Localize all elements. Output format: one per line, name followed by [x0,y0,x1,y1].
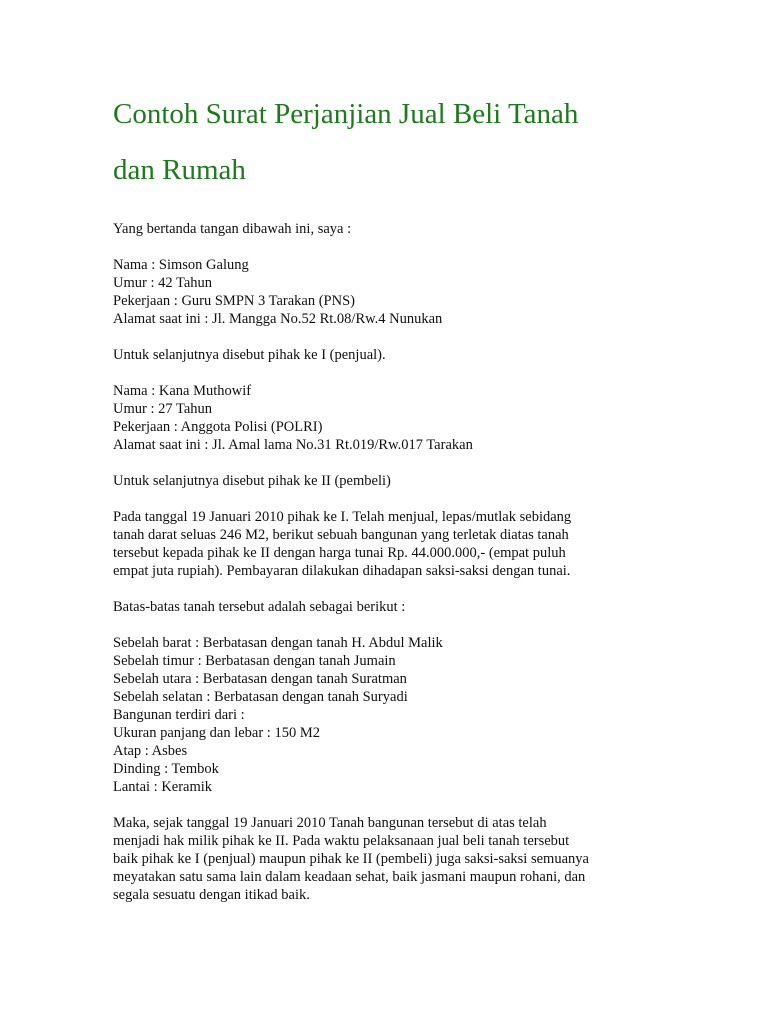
title-line: dan Rumah [113,154,246,186]
pihak2-sebutan [113,472,672,490]
intro-line: Yang bertanda tangan dibawah ini, saya : [113,221,352,237]
bangunan-lantai: Lantai : Keramik [113,779,213,795]
batas-selatan: Sebelah selatan : Berbatasan dengan tanah Suryadi [113,689,408,705]
pihak2-umur: Umur : 27 Tahun [113,401,213,417]
bangunan-dinding: Dinding : Tembok [113,761,219,777]
transaksi-line: empat juta rupiah). Pembayaran dilakukan dihadapan saksi-saksi dengan tunai. [113,563,571,579]
intro-paragraph [113,220,672,238]
pihak1-details [113,256,672,328]
batas-intro-line: Batas-batas tanah tersebut adalah sebagai berikut : [113,599,406,615]
pihak2-pekerjaan: Pekerjaan : Anggota Polisi (POLRI) [113,419,323,435]
penutup-line: meyatakan satu sama lain dalam keadaan sehat, baik jasmani maupun rohani, dan [113,869,586,885]
batas-barat: Sebelah barat : Berbatasan dengan tanah H. Abdul Malik [113,635,443,651]
pihak2-details [113,382,672,454]
batas-utara: Sebelah utara : Berbatasan dengan tanah Suratman [113,671,407,687]
bangunan-heading: Bangunan terdiri dari : [113,707,245,723]
bangunan-ukuran: Ukuran panjang dan lebar : 150 M2 [113,725,320,741]
penutup-line: segala sesuatu dengan itikad baik. [113,887,310,903]
transaksi-line: Pada tanggal 19 Januari 2010 pihak ke I. Telah menjual, lepas/mutlak sebidang [113,509,572,525]
penutup-paragraph [113,814,672,904]
pihak2-sebutan-line: Untuk selanjutnya disebut pihak ke II (pembeli) [113,473,391,489]
pihak1-sebutan-line: Untuk selanjutnya disebut pihak ke I (penjual). [113,347,386,363]
penutup-line: menjadi hak milik pihak ke II. Pada waktu pelaksanaan jual beli tanah tersebut [113,833,570,849]
batas-timur: Sebelah timur : Berbatasan dengan tanah Jumain [113,653,396,669]
document-body [113,220,672,904]
batas-list [113,634,672,796]
transaksi-paragraph [113,508,672,580]
pihak2-alamat: Alamat saat ini : Jl. Amal lama No.31 Rt.019/Rw.017 Tarakan [113,437,473,453]
page-title [113,86,672,198]
transaksi-line: tanah darat seluas 246 M2, berikut sebuah bangunan yang terletak diatas tanah [113,527,569,543]
bangunan-atap: Atap : Asbes [113,743,188,759]
title-line: Contoh Surat Perjanjian Jual Beli Tanah [113,98,579,130]
pihak1-sebutan [113,346,672,364]
pihak1-pekerjaan: Pekerjaan : Guru SMPN 3 Tarakan (PNS) [113,293,355,309]
pihak1-umur: Umur : 42 Tahun [113,275,213,291]
batas-intro [113,598,672,616]
penutup-line: baik pihak ke I (penjual) maupun pihak ke II (pembeli) juga saksi-saksi semuanya [113,851,589,867]
pihak2-nama: Nama : Kana Muthowif [113,383,252,399]
pihak1-nama: Nama : Simson Galung [113,257,249,273]
pihak1-alamat: Alamat saat ini : Jl. Mangga No.52 Rt.08/Rw.4 Nunukan [113,311,443,327]
transaksi-line: tersebut kepada pihak ke II dengan harga tunai Rp. 44.000.000,- (empat puluh [113,545,566,561]
penutup-line: Maka, sejak tanggal 19 Januari 2010 Tanah bangunan tersebut di atas telah [113,815,547,831]
